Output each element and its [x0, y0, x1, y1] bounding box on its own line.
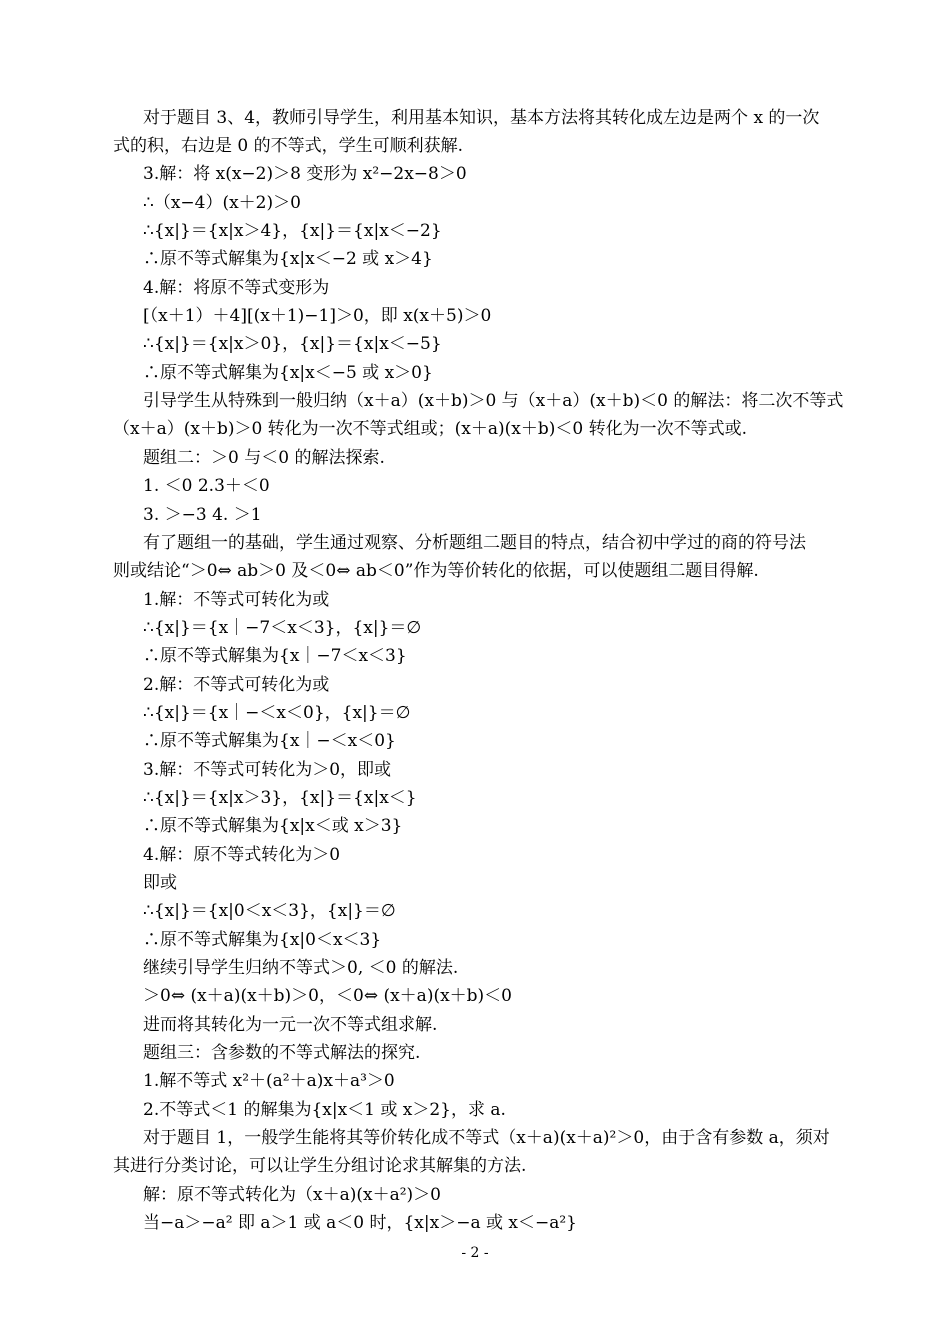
text-line-36: 2.不等式＜1 的解集为{x|x＜1 或 x＞2}，求 a.	[143, 1100, 506, 1120]
text-line-15: 3. ＞−3 4. ＞1	[143, 505, 262, 525]
text-line-38: 其进行分类讨论，可以让学生分组讨论求其解集的方法.	[113, 1156, 527, 1176]
text-line-10: ∴原不等式解集为{x|x＜−5 或 x＞0}	[143, 363, 433, 383]
text-line-34: 题组三：含参数的不等式解法的探究.	[143, 1043, 421, 1063]
page-number: - 2 -	[461, 1245, 489, 1261]
text-line-2: 式的积，右边是 0 的不等式，学生可顺利获解.	[113, 136, 464, 156]
text-line-8: [（x＋1）＋4][(x＋1)−1]＞0，即 x(x＋5)＞0	[143, 306, 492, 326]
text-line-32: ＞0⇔ (x＋a)(x＋b)＞0，＜0⇔ (x＋a)(x＋b)＜0	[143, 986, 513, 1006]
text-line-23: ∴原不等式解集为{x｜−＜x＜0}	[143, 731, 396, 751]
text-line-3: 3.解：将 x(x−2)＞8 变形为 x²−2x−8＞0	[143, 164, 467, 184]
text-line-7: 4.解：将原不等式变形为	[143, 278, 330, 298]
text-line-4: ∴（x−4）(x＋2)＞0	[143, 193, 301, 213]
text-line-40: 当−a＞−a² 即 a＞1 或 a＜0 时，{x|x＞−a 或 x＜−a²}	[143, 1213, 577, 1233]
text-line-27: 4.解：原不等式转化为＞0	[143, 845, 341, 865]
text-line-20: ∴原不等式解集为{x｜−7＜x＜3}	[143, 646, 407, 666]
text-line-28: 即或	[143, 873, 177, 893]
text-line-5: ∴{x|}＝{x|x＞4}，{x|}＝{x|x＜−2}	[143, 221, 442, 241]
text-line-31: 继续引导学生归纳不等式＞0, ＜0 的解法.	[143, 958, 459, 978]
text-line-13: 题组二：＞0 与＜0 的解法探索.	[143, 448, 385, 468]
text-line-6: ∴原不等式解集为{x|x＜−2 或 x＞4}	[143, 249, 433, 269]
text-line-1: 对于题目 3、4，教师引导学生，利用基本知识，基本方法将其转化成左边是两个 x 的一次	[143, 108, 820, 128]
text-line-21: 2.解：不等式可转化为或	[143, 675, 330, 695]
text-line-22: ∴{x|}＝{x｜−＜x＜0}，{x|}＝∅	[143, 703, 411, 723]
text-line-35: 1.解不等式 x²＋(a²＋a)x＋a³＞0	[143, 1071, 395, 1091]
text-line-33: 进而将其转化为一元一次不等式组求解.	[143, 1015, 438, 1035]
text-line-29: ∴{x|}＝{x|0＜x＜3}，{x|}＝∅	[143, 901, 396, 921]
text-line-11: 引导学生从特殊到一般归纳（x＋a）(x＋b)＞0 与（x＋a）(x＋b)＜0 的解法：将二次不等式	[143, 391, 844, 411]
text-line-12: （x＋a）(x＋b)＞0 转化为一次不等式组或；(x＋a)(x＋b)＜0 转化为一次不等式或.	[113, 419, 748, 439]
text-line-17: 则或结论“＞0⇔ ab＞0 及＜0⇔ ab＜0”作为等价转化的依据，可以使题组二题目得解.	[113, 561, 759, 581]
text-line-9: ∴{x|}＝{x|x＞0}，{x|}＝{x|x＜−5}	[143, 334, 442, 354]
text-line-39: 解：原不等式转化为（x＋a)(x＋a²)＞0	[143, 1185, 441, 1205]
text-line-37: 对于题目 1，一般学生能将其等价转化成不等式（x＋a)(x＋a)²＞0，由于含有参数 a，须对	[143, 1128, 830, 1148]
text-line-26: ∴原不等式解集为{x|x＜或 x＞3}	[143, 816, 403, 836]
text-line-14: 1. ＜0 2.3＋＜0	[143, 476, 270, 496]
text-line-30: ∴原不等式解集为{x|0＜x＜3}	[143, 930, 382, 950]
text-line-18: 1.解：不等式可转化为或	[143, 590, 330, 610]
text-line-25: ∴{x|}＝{x|x＞3}，{x|}＝{x|x＜}	[143, 788, 417, 808]
text-line-16: 有了题组一的基础，学生通过观察、分析题组二题目的特点，结合初中学过的商的符号法	[143, 533, 806, 553]
text-line-24: 3.解：不等式可转化为＞0，即或	[143, 760, 392, 780]
text-line-19: ∴{x|}＝{x｜−7＜x＜3}，{x|}＝∅	[143, 618, 422, 638]
